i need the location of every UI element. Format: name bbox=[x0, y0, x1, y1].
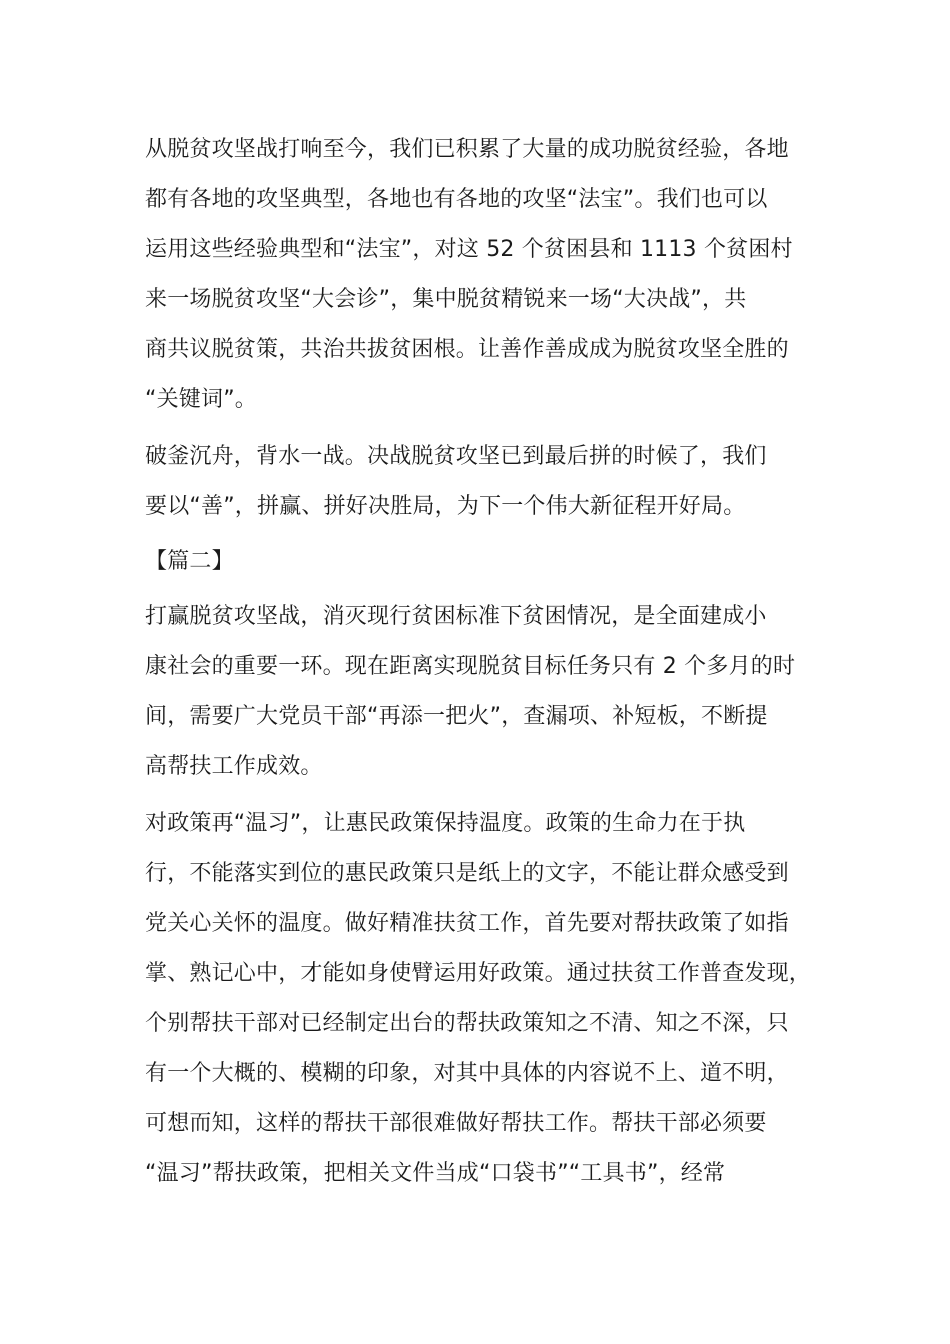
section-heading: 【篇二】 bbox=[145, 549, 234, 574]
text-line: 都有各地的攻坚典型，各地也有各地的攻坚“法宝”。我们也可以 bbox=[145, 187, 768, 212]
text-line: 运用这些经验典型和“法宝”，对这 52 个贫困县和 1113 个贫困村 bbox=[145, 237, 793, 262]
text-line: 康社会的重要一环。现在距离实现脱贫目标任务只有 2 个多月的时 bbox=[145, 654, 796, 679]
text-line: 从脱贫攻坚战打响至今，我们已积累了大量的成功脱贫经验，各地 bbox=[145, 137, 789, 162]
text-line: 破釜沉舟，背水一战。决战脱贫攻坚已到最后拼的时候了，我们 bbox=[145, 444, 767, 469]
text-line: “关键词”。 bbox=[145, 387, 257, 412]
text-line: 掌、熟记心中，才能如身使臂运用好政策。通过扶贫工作普查发现， bbox=[145, 961, 812, 986]
text-line: “温习”帮扶政策，把相关文件当成“口袋书”“工具书”，经常 bbox=[145, 1161, 726, 1186]
text-line: 对政策再“温习”，让惠民政策保持温度。政策的生命力在于执 bbox=[145, 811, 746, 836]
text-line: 来一场脱贫攻坚“大会诊”，集中脱贫精锐来一场“大决战”，共 bbox=[145, 287, 747, 312]
text-line: 个别帮扶干部对已经制定出台的帮扶政策知之不清、知之不深，只 bbox=[145, 1011, 789, 1036]
text-line: 打赢脱贫攻坚战，消灭现行贫困标准下贫困情况，是全面建成小 bbox=[145, 604, 767, 629]
text-line: 高帮扶工作成效。 bbox=[145, 754, 323, 779]
text-line: 行，不能落实到位的惠民政策只是纸上的文字，不能让群众感受到 bbox=[145, 861, 789, 886]
text-line: 商共议脱贫策，共治共拔贫困根。让善作善成成为脱贫攻坚全胜的 bbox=[145, 337, 789, 362]
text-line: 要以“善”，拼赢、拼好决胜局，为下一个伟大新征程开好局。 bbox=[145, 494, 746, 519]
text-line: 党关心关怀的温度。做好精准扶贫工作，首先要对帮扶政策了如指 bbox=[145, 911, 789, 936]
text-line: 可想而知，这样的帮扶干部很难做好帮扶工作。帮扶干部必须要 bbox=[145, 1111, 767, 1136]
text-line: 间，需要广大党员干部“再添一把火”，查漏项、补短板，不断提 bbox=[145, 704, 768, 729]
text-line: 有一个大概的、模糊的印象，对其中具体的内容说不上、道不明， bbox=[145, 1061, 789, 1086]
